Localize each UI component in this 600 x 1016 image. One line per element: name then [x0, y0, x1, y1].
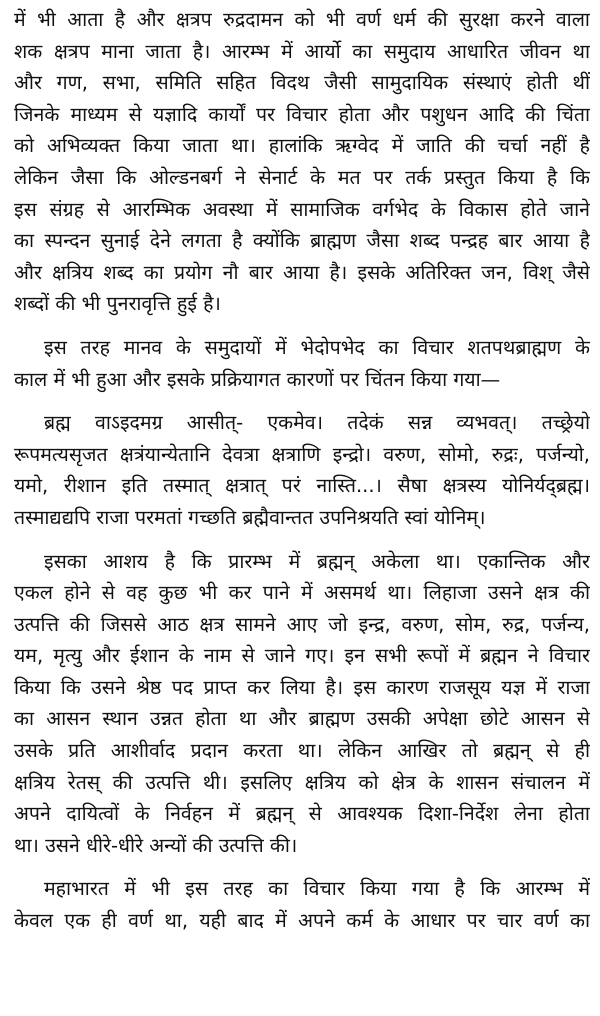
text-line: काल में भी हुआ और इसके प्रक्रियागत कारणों पर चिंतन किया गया—: [14, 367, 501, 391]
text-line: का स्पन्दन सुनाई देने लगता है क्योंकि ब्राह्मण जैसा शब्द पन्द्रह बार आया है: [14, 229, 590, 253]
paragraph-interpretation: [14, 546, 590, 862]
text-line: को अभिव्यक्त किया जाता था। हालांकि ऋग्वेद में जाति की चर्चा नहीं है: [14, 134, 590, 158]
paragraph-sanskrit-quote: [14, 407, 590, 533]
text-line: और क्षत्रिय शब्द का प्रयोग नौ बार आया है। इसके अतिरिक्त जन, विश् जैसे: [14, 260, 590, 284]
text-line: उत्पत्ति की जिससे आठ क्षत्र सामने आए जो इन्द्र, वरुण, सोम, रुद्र, पर्जन्य,: [14, 612, 590, 636]
text-line: इस संग्रह से आरम्भिक अवस्था में सामाजिक वर्गभेद के विकास होते जाने: [14, 197, 590, 221]
text-line: रूपमत्यसृजत क्षत्रंयान्येतानि देवत्रा क्षत्राणि इन्द्रो। वरुण, सोमो, रुद्रः, पर्जन्यो,: [14, 442, 590, 466]
text-line: का आसन स्थान उन्नत होता था और ब्राह्मण उसकी अपेक्षा छोटे आसन से: [14, 707, 590, 731]
text-line: एकल होने से वह कुछ भी कर पाने में असमर्थ था। लिहाजा उसने क्षत्र की: [14, 581, 590, 605]
paragraph-varna-history: [14, 4, 590, 320]
text-line: शक क्षत्रप माना जाता है। आरम्भ में आर्यो का समुदाय आधारित जीवन था: [14, 39, 590, 63]
text-line: जिनके माध्यम से यज्ञादि कार्यों पर विचार होता और पशुधन आदि की चिंता: [14, 102, 590, 126]
text-line: में भी आता है और क्षत्रप रुद्रदामन को भी वर्ण धर्म की सुरक्षा करने वाला: [14, 8, 590, 31]
text-line: लेकिन जैसा कि ओल्डनबर्ग ने सेनार्ट के मत पर तर्क प्रस्तुत किया है कि: [14, 165, 590, 189]
paragraph-shatapatha-intro: [14, 332, 590, 395]
text-line: और गण, सभा, समिति सहित विदथ जैसी सामुदायिक संस्थाएं होती थीं: [14, 71, 590, 95]
text-line: था। उसने धीरे-धीरे अन्यों की उत्पत्ति की।: [14, 833, 298, 857]
text-line: ब्रह्म वाऽइदमग्र आसीत्- एकमेव। तदेकं सन्न व्यभवत्। तच्छ्रेयो: [44, 411, 590, 435]
text-line: शब्दों की भी पुनरावृत्ति हुई है।: [14, 292, 221, 316]
text-line: इस तरह मानव के समुदायों में भेदोपभेद का विचार शतपथब्राह्मण के: [44, 335, 590, 359]
text-line: यम, मृत्यु और ईशान के नाम से जाने गए। इन सभी रूपों में ब्रह्मन ने विचार: [14, 644, 590, 668]
text-line: क्षत्रिय रेतस् की उत्पत्ति थी। इसलिए क्षत्रिय को क्षेत्र के शासन संचालन में: [14, 770, 590, 794]
text-line: तस्माद्यद्यपि राजा परमतां गच्छति ब्रह्मैवान्तत उपनिश्रयति स्वां योनिम्।: [14, 505, 486, 529]
text-line: उसके प्रति आशीर्वाद प्रदान करता था। लेकिन आखिर तो ब्रह्मन् से ही: [14, 739, 590, 763]
paragraph-mahabharata: [14, 873, 590, 936]
text-line: महाभारत में भी इस तरह का विचार किया गया है कि आरम्भ में: [44, 877, 590, 901]
text-line: अपने दायित्वों के निर्वहन में ब्रह्मन् से आवश्यक दिशा-निर्देश लेना होता: [14, 802, 590, 826]
text-line: केवल एक ही वर्ण था, यही बाद में अपने कर्म के आधार पर चार वर्ण का: [14, 909, 590, 933]
text-line: इसका आशय है कि प्रारम्भ में ब्रह्मन् अकेला था। एकान्तिक और: [44, 549, 590, 573]
text-line: किया कि उसने श्रेष्ठ पद प्राप्त कर लिया है। इस कारण राजसूय यज्ञ में राजा: [14, 675, 590, 699]
text-line: यमो, रीशान इति तस्मात् क्षत्रात् परं नास्ति...। सैषा क्षत्रस्य योनिर्यद्ब्रह्म।: [14, 474, 590, 498]
